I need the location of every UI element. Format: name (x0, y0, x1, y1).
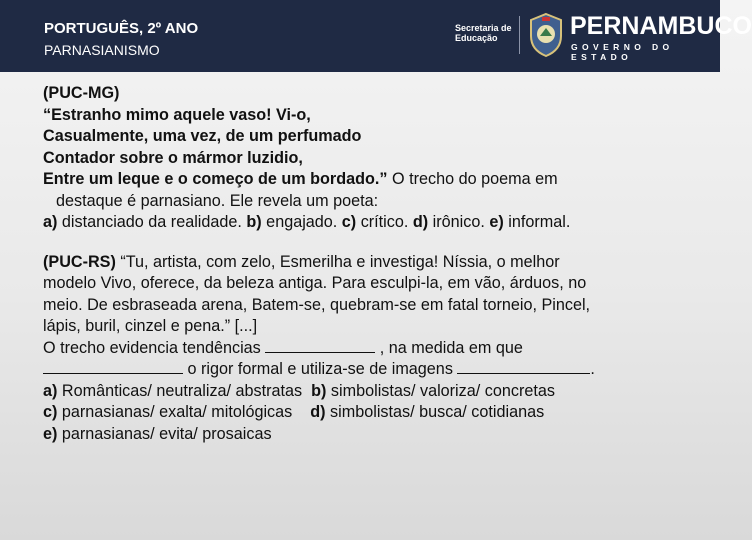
q1-source: (PUC-MG) (43, 84, 120, 102)
q2-options-row-2 (43, 402, 683, 424)
question-2 (43, 252, 683, 446)
q2-option-c-text: parnasianas/ exalta/ mitológicas (57, 403, 293, 421)
q2-option-b-text: simbolistas/ valoriza/ concretas (326, 381, 555, 400)
q2-option-e-text: parnasianas/ evita/ prosaicas (57, 424, 272, 443)
q1-options (43, 212, 683, 234)
logo-divider (519, 16, 520, 54)
q2-option-a-text: Românticas/ neutraliza/ abstratas (57, 381, 303, 400)
q2-line-2: modelo Vivo, oferece, da beleza antiga. Para esculpi-la, em vão, árduos, no (43, 274, 587, 292)
q1-verse-2: Casualmente, uma vez, de um perfumado (43, 127, 362, 145)
q1-verse-3: Contador sobre o mármor luzidio, (43, 148, 303, 167)
q2-line-3: meio. De esbraseada arena, Batem-se, quebram-se em fatal torneio, Pincel, (43, 295, 591, 314)
question-content (43, 83, 683, 445)
q2-source: (PUC-RS) (43, 252, 116, 271)
q2-line-5 (43, 338, 683, 360)
q1-option-c-letter: c) (341, 213, 357, 231)
q1-option-a-text: distanciado da realidade. (57, 213, 247, 231)
state-seal-icon (527, 12, 565, 58)
q2-line-1-text: “Tu, artista, com zelo, Esmerilha e investiga! Níssia, o melhor (115, 252, 560, 271)
q1-option-b-letter: b) (246, 213, 262, 231)
q2-option-d-text: simbolistas/ busca/ cotidianas (325, 403, 545, 421)
brand-subtitle: GOVERNO DO ESTADO (571, 42, 674, 62)
q1-verse-4: Entre um leque e o começo de um bordado.” (43, 170, 388, 188)
secretaria-line-2: Educação (455, 33, 498, 43)
q2-option-d-letter: d) (310, 403, 326, 421)
q1-option-b-text: engajado. (261, 213, 342, 231)
header-bar (0, 0, 752, 72)
brand-name: PERNAMBUCO (570, 12, 752, 40)
q1-option-e-text: informal. (503, 213, 571, 231)
q2-options-row-3 (43, 424, 683, 446)
q2-option-a-letter: a) (43, 381, 58, 400)
q2-option-c-letter: c) (43, 403, 58, 421)
q1-verse-1: “Estranho mimo aquele vaso! Vi-o, (43, 105, 311, 124)
secretaria-label (455, 23, 512, 43)
q2-option-e-letter: e) (43, 424, 58, 443)
q2-option-b-letter: b) (311, 381, 327, 400)
q1-option-c-text: crítico. (356, 213, 413, 231)
blank-2 (43, 359, 183, 374)
q1-option-e-letter: e) (489, 213, 504, 231)
q2-line-4: lápis, buril, cinzel e pena.” [...] (43, 317, 258, 335)
q2-line-6-b: . (590, 360, 595, 378)
secretaria-line-1: Secretaria de (455, 23, 512, 33)
q1-prompt-a: O trecho do poema em (387, 170, 558, 188)
blank-3 (457, 359, 590, 374)
q1-option-d-letter: d) (412, 213, 429, 231)
q2-line-5-b: , na medida em que (375, 338, 523, 357)
blank-1 (265, 338, 375, 353)
q2-options-row-1 (43, 381, 683, 403)
question-spacer (43, 234, 683, 252)
q2-line-1 (43, 252, 683, 274)
q1-option-a-letter: a) (43, 213, 58, 231)
page-title: PORTUGUÊS, 2º ANO (44, 20, 199, 37)
page-subtitle: PARNASIANISMO (44, 42, 160, 58)
q2-line-6 (43, 359, 683, 381)
q1-verse-4-line (43, 169, 683, 191)
q1-option-d-text: irônico. (428, 213, 490, 231)
q2-line-5-a: O trecho evidencia tendências (43, 338, 266, 357)
question-1 (43, 83, 683, 234)
q1-prompt-b: destaque é parnasiano. Ele revela um poeta: (56, 191, 379, 210)
q2-line-6-a: o rigor formal e utiliza-se de imagens (183, 360, 458, 378)
